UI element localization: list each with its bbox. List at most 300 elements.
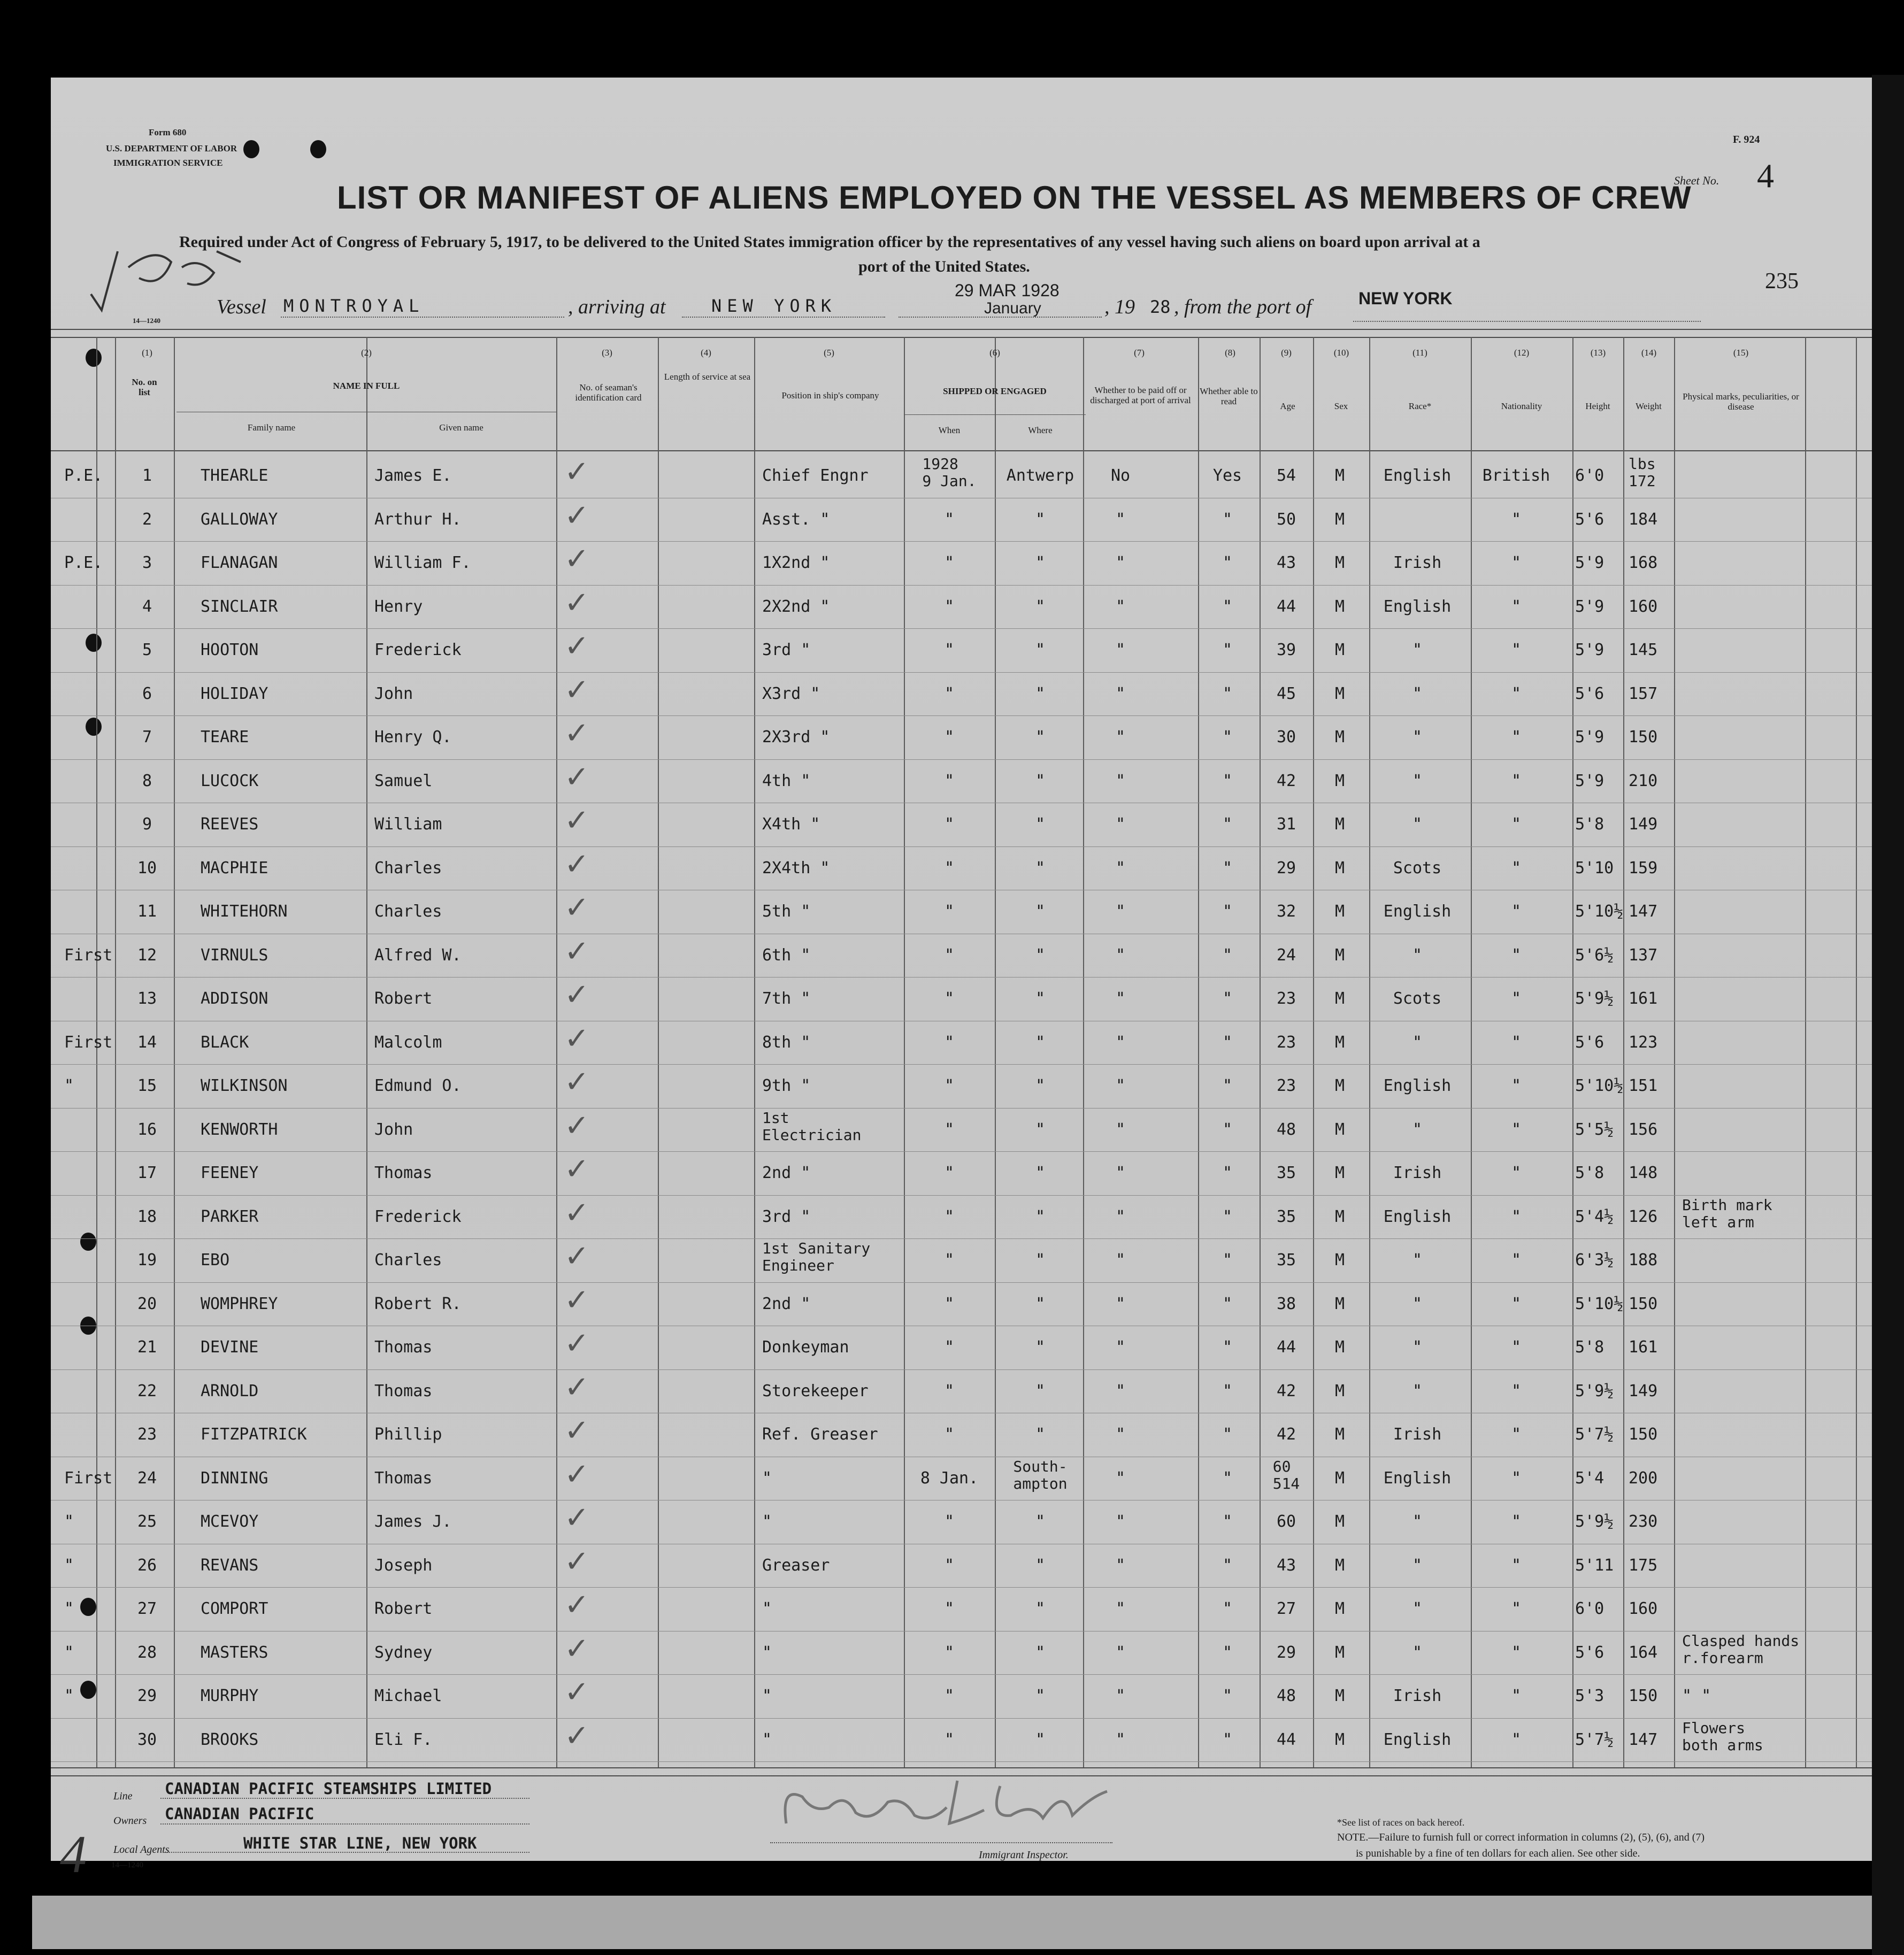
cell-race: ": [1412, 684, 1423, 703]
cell-age: 23: [1276, 1033, 1296, 1052]
cell-sex: M: [1334, 597, 1345, 616]
cell-age: 50: [1276, 510, 1296, 529]
cell-weight: 137: [1629, 945, 1658, 965]
cell-weight: 123: [1629, 1033, 1658, 1052]
column-rule: [754, 337, 755, 1767]
cell-height: 5'6: [1575, 1033, 1604, 1052]
cell-when: ": [944, 1512, 955, 1531]
col-race-header: Race*: [1408, 401, 1432, 411]
cell-paid: No: [1110, 466, 1131, 485]
col-age-header: Age: [1280, 401, 1295, 411]
cell-race: ": [1412, 1338, 1423, 1357]
inspector-signature: [765, 1765, 1128, 1845]
cell-height: 5'3: [1575, 1687, 1604, 1705]
cell-paid: ": [1115, 1120, 1126, 1139]
cell-read: ": [1222, 597, 1233, 616]
column-number: (12): [1514, 348, 1530, 358]
sheet-label: Sheet No.: [1674, 174, 1719, 187]
cell-read: ": [1222, 1643, 1233, 1662]
cell-weight: 150: [1629, 1294, 1658, 1313]
column-number: (6): [989, 348, 1000, 358]
cell-position: 3rd ": [762, 1207, 811, 1226]
cell-height: 5'9: [1575, 771, 1604, 790]
check-mark-icon: ✓: [564, 978, 589, 1012]
cell-weight: 230: [1629, 1512, 1658, 1531]
cell-when: ": [944, 771, 955, 790]
col-id-header: No. of seaman's identification card: [575, 382, 642, 403]
cell-sex: M: [1334, 553, 1345, 572]
cell-family: THEARLE: [201, 466, 268, 485]
cell-when: ": [944, 1251, 955, 1269]
cell-weight: 160: [1629, 597, 1658, 616]
cell-nationality: ": [1511, 1730, 1522, 1749]
cell-nationality: ": [1511, 1338, 1522, 1357]
cell-nationality: ": [1511, 1251, 1522, 1269]
check-mark-icon: ✓: [564, 1065, 589, 1099]
cell-given: James E.: [374, 466, 452, 485]
check-mark-icon: ✓: [564, 1413, 589, 1448]
cell-family: FLANAGAN: [201, 553, 278, 572]
cell-no: 9: [142, 815, 152, 834]
cell-paid: ": [1115, 771, 1126, 790]
cell-nationality: ": [1511, 1381, 1522, 1400]
cell-paid: ": [1115, 1599, 1126, 1618]
cell-age: 43: [1276, 553, 1296, 572]
cell-height: 5'8: [1575, 1338, 1604, 1357]
cell-where: ": [1035, 858, 1046, 878]
check-mark-icon: ✓: [564, 803, 589, 838]
cell-weight: 161: [1629, 989, 1658, 1008]
cell-family: DEVINE: [201, 1338, 259, 1357]
cell-weight: 161: [1629, 1338, 1658, 1357]
cell-position: ": [762, 1512, 772, 1531]
cell-read: ": [1222, 1425, 1233, 1444]
cell-where: ": [1035, 1338, 1046, 1357]
row-rule: [51, 1108, 1872, 1109]
cell-when: ": [944, 728, 955, 746]
cell-age: 60 514: [1272, 1457, 1300, 1492]
row-rule: [51, 1369, 1872, 1370]
cell-height: 5'11: [1575, 1556, 1614, 1575]
row-rule: [51, 1674, 1872, 1675]
cell-height: 6'3½: [1575, 1251, 1614, 1269]
cell-given: Sydney: [374, 1643, 433, 1662]
cell-nationality: ": [1511, 641, 1522, 659]
cell-paid: ": [1115, 1076, 1126, 1095]
punch-hole: [310, 140, 326, 158]
cell-marks: " ": [1682, 1687, 1711, 1705]
cell-when: ": [944, 641, 955, 659]
cell-weight: 150: [1629, 1687, 1658, 1705]
cell-when: ": [944, 815, 955, 834]
cell-read: ": [1222, 1338, 1233, 1357]
cell-paid: ": [1115, 1033, 1126, 1052]
cell-read: ": [1222, 1687, 1233, 1705]
cell-nationality: ": [1511, 1643, 1522, 1662]
cell-weight: 147: [1629, 902, 1658, 921]
cell-age: 48: [1276, 1120, 1296, 1139]
cell-read: ": [1222, 1251, 1233, 1269]
column-rule: [96, 337, 97, 1767]
cell-read: ": [1222, 989, 1233, 1008]
cell-paid: ": [1115, 1730, 1126, 1749]
cell-given: Robert: [374, 989, 433, 1008]
cell-no: 27: [137, 1599, 157, 1618]
cell-position: ": [762, 1730, 772, 1749]
cell-race: ": [1412, 1512, 1423, 1531]
cell-weight: 156: [1629, 1120, 1658, 1139]
cell-family: BLACK: [201, 1033, 249, 1052]
cell-family: DINNING: [201, 1468, 268, 1488]
cell-given: Thomas: [374, 1381, 433, 1400]
cell-read: ": [1222, 510, 1233, 529]
cell-where: ": [1035, 1294, 1046, 1313]
column-number: (14): [1641, 348, 1657, 358]
cell-position: 6th ": [762, 945, 811, 965]
cell-no: 8: [142, 771, 152, 790]
cell-read: Yes: [1212, 466, 1242, 485]
cell-nationality: ": [1511, 1207, 1522, 1226]
cell-sex: M: [1334, 510, 1345, 529]
cell-no: 29: [137, 1687, 157, 1705]
cell-family: MURPHY: [201, 1687, 259, 1705]
cell-family: TEARE: [201, 728, 249, 746]
column-rule: [174, 337, 175, 1767]
cell-where: ": [1035, 684, 1046, 703]
cell-sex: M: [1334, 1687, 1345, 1705]
cell-paid: ": [1115, 1164, 1126, 1182]
owners-label: Owners: [113, 1815, 147, 1827]
cell-paid: ": [1115, 1556, 1126, 1575]
punch-hole: [86, 718, 102, 736]
cell-weight: 126: [1629, 1207, 1658, 1226]
cell-nationality: ": [1511, 684, 1522, 703]
cell-race: Scots: [1393, 989, 1442, 1008]
cell-age: 31: [1276, 815, 1296, 834]
form-reference: F. 924: [1733, 134, 1760, 145]
cell-when: ": [944, 989, 955, 1008]
check-mark-icon: ✓: [564, 1239, 589, 1274]
cell-age: 29: [1276, 1643, 1296, 1662]
from-port: NEW YORK: [1358, 289, 1453, 308]
cell-given: John: [374, 1120, 413, 1139]
check-mark-icon: ✓: [564, 498, 589, 533]
cell-family: COMPORT: [201, 1599, 268, 1618]
owners-value: CANADIAN PACIFIC: [165, 1805, 314, 1823]
check-mark-icon: ✓: [564, 1282, 589, 1318]
cell-sex: M: [1334, 1120, 1345, 1139]
cell-no: 3: [142, 553, 152, 572]
cell-height: 5'9½: [1575, 1512, 1614, 1531]
cell-where: ": [1035, 1076, 1046, 1095]
cell-sex: M: [1334, 815, 1345, 834]
cell-mark: First: [64, 945, 113, 965]
check-mark-icon: ✓: [564, 934, 589, 969]
cell-sex: M: [1334, 1556, 1345, 1575]
penalty-note: NOTE.—Failure to furnish full or correct information in columns (2), (5), (6), and (7): [1337, 1831, 1705, 1843]
cell-paid: ": [1115, 1425, 1126, 1444]
cell-where: South- ampton: [1013, 1457, 1068, 1492]
cell-weight: 147: [1629, 1730, 1658, 1749]
row-rule: [51, 1238, 1872, 1239]
cell-sex: M: [1334, 902, 1345, 921]
cell-no: 26: [137, 1556, 157, 1575]
races-note: *See list of races on back hereof.: [1337, 1817, 1465, 1828]
cell-position: 1st Electrician: [762, 1109, 862, 1144]
cell-height: 5'9: [1575, 553, 1604, 572]
cell-height: 5'10: [1575, 858, 1614, 878]
cell-position: 2nd ": [762, 1294, 811, 1313]
cell-weight: 148: [1629, 1164, 1658, 1182]
column-number: (3): [602, 348, 612, 358]
cell-sex: M: [1334, 1643, 1345, 1662]
cell-paid: ": [1115, 1338, 1126, 1357]
cell-where: ": [1035, 771, 1046, 790]
cell-weight: 188: [1629, 1251, 1658, 1269]
cell-when: ": [944, 1033, 955, 1052]
cell-family: WILKINSON: [201, 1076, 288, 1095]
cell-no: 17: [137, 1164, 157, 1182]
manifest-sheet: [51, 78, 1872, 1861]
check-mark-icon: ✓: [564, 1369, 589, 1405]
cell-paid: ": [1115, 1643, 1126, 1662]
cell-sex: M: [1334, 945, 1345, 965]
cell-given: Robert R.: [374, 1294, 462, 1313]
cell-position: Ref. Greaser: [762, 1425, 878, 1444]
cell-nationality: ": [1511, 815, 1522, 834]
cell-when: 8 Jan.: [920, 1468, 979, 1488]
cell-no: 23: [137, 1425, 157, 1444]
table-top-rule: [51, 329, 1872, 330]
cell-family: HOOTON: [201, 641, 259, 659]
check-mark-icon: ✓: [564, 542, 589, 576]
cell-given: Eli F.: [374, 1730, 433, 1749]
cell-weight: 149: [1629, 1381, 1658, 1400]
cell-age: 38: [1276, 1294, 1296, 1313]
cell-height: 5'9½: [1575, 1381, 1614, 1400]
column-number: (2): [361, 348, 372, 358]
footer-form-code: 14—1240: [111, 1861, 143, 1869]
cell-position: 1X2nd ": [762, 553, 830, 572]
cell-position: 8th ": [762, 1033, 811, 1052]
cell-family: MCEVOY: [201, 1512, 259, 1531]
inspector-label: Immigrant Inspector.: [979, 1849, 1069, 1861]
cell-position: Chief Engnr: [762, 466, 869, 485]
cell-height: 5'7½: [1575, 1730, 1614, 1749]
cell-nationality: ": [1511, 1599, 1522, 1618]
cell-given: James J.: [374, 1512, 452, 1531]
form-code: 14—1240: [133, 317, 160, 325]
cell-paid: ": [1115, 1207, 1126, 1226]
cell-when: ": [944, 1556, 955, 1575]
page-number: 235: [1765, 269, 1799, 294]
sheet-number: 4: [1757, 157, 1774, 195]
cell-paid: ": [1115, 1687, 1126, 1705]
check-mark-icon: ✓: [564, 1152, 589, 1187]
cell-no: 5: [142, 641, 152, 659]
cell-no: 1: [142, 466, 152, 485]
cell-nationality: ": [1511, 989, 1522, 1008]
check-mark-icon: ✓: [564, 1588, 589, 1622]
cell-race: English: [1383, 1468, 1452, 1488]
cell-height: 5'9½: [1575, 989, 1614, 1008]
instruction-text: Required under Act of Congress of February 5, 1917, to be delivered to the United States immigration officer by the representatives of any vessel having such aliens on board upon arrival at a: [179, 233, 1480, 251]
punch-hole: [86, 634, 102, 652]
cell-no: 21: [137, 1338, 157, 1357]
cell-family: GALLOWAY: [201, 510, 278, 529]
cell-given: William F.: [374, 553, 471, 572]
cell-age: 35: [1276, 1164, 1296, 1182]
cell-read: ": [1222, 1120, 1233, 1139]
cell-where: ": [1035, 553, 1046, 572]
cell-marks: Birth mark left arm: [1682, 1196, 1772, 1231]
check-mark-icon: ✓: [564, 1457, 589, 1492]
cell-when: ": [944, 1076, 955, 1095]
cell-where: ": [1035, 510, 1046, 529]
punch-hole: [80, 1598, 96, 1616]
cell-age: 27: [1276, 1599, 1296, 1618]
cell-read: ": [1222, 1381, 1233, 1400]
cell-position: 2X3rd ": [762, 728, 830, 746]
cell-weight: 145: [1629, 641, 1658, 659]
row-rule: [51, 1151, 1872, 1152]
cell-family: REEVES: [201, 815, 259, 834]
cell-race: Scots: [1393, 858, 1442, 878]
cell-nationality: ": [1511, 1425, 1522, 1444]
cell-height: 5'10½: [1575, 902, 1624, 921]
cell-mark: ": [64, 1076, 74, 1095]
cell-when: ": [944, 902, 955, 921]
column-rule: [995, 337, 996, 1767]
cell-position: 3rd ": [762, 641, 811, 659]
cell-weight: 160: [1629, 1599, 1658, 1618]
cell-height: 5'6: [1575, 1643, 1604, 1662]
cell-sex: M: [1334, 466, 1345, 485]
column-rule: [1572, 337, 1573, 1767]
cell-age: 42: [1276, 1425, 1296, 1444]
cell-when: ": [944, 1599, 955, 1618]
row-rule: [51, 715, 1872, 716]
cell-given: Phillip: [374, 1425, 442, 1444]
cell-height: 6'0: [1575, 1599, 1604, 1618]
cell-when: ": [944, 1294, 955, 1313]
cell-nationality: ": [1511, 1294, 1522, 1313]
cell-no: 22: [137, 1381, 157, 1400]
cell-given: Henry Q.: [374, 728, 452, 746]
cell-sex: M: [1334, 989, 1345, 1008]
cell-family: MACPHIE: [201, 858, 268, 878]
cell-nationality: ": [1511, 597, 1522, 616]
column-number: (15): [1733, 348, 1749, 358]
cell-position: ": [762, 1599, 772, 1618]
cell-sex: M: [1334, 1294, 1345, 1313]
col-nationality-header: Nationality: [1501, 401, 1542, 411]
arrival-year: 28: [1150, 297, 1171, 317]
cell-mark: P.E.: [64, 466, 103, 485]
cell-nationality: ": [1511, 1120, 1522, 1139]
cell-paid: ": [1115, 597, 1126, 616]
cell-mark: ": [64, 1512, 74, 1531]
cell-nationality: ": [1511, 1033, 1522, 1052]
cell-no: 4: [142, 597, 152, 616]
cell-nationality: ": [1511, 945, 1522, 965]
cell-where: ": [1035, 1251, 1046, 1269]
cell-no: 28: [137, 1643, 157, 1662]
cell-family: FITZPATRICK: [201, 1425, 307, 1444]
cell-read: ": [1222, 1599, 1233, 1618]
cell-read: ": [1222, 945, 1233, 965]
check-mark-icon: ✓: [564, 455, 589, 489]
cell-nationality: ": [1511, 728, 1522, 746]
col-family-header: Family name: [247, 422, 296, 433]
check-mark-icon: ✓: [564, 1500, 589, 1535]
cell-given: Joseph: [374, 1556, 433, 1575]
cell-race: Irish: [1393, 1425, 1442, 1444]
row-rule: [51, 585, 1872, 586]
check-mark-icon: ✓: [564, 1544, 589, 1579]
cell-paid: ": [1115, 684, 1126, 703]
check-mark-icon: ✓: [564, 1631, 589, 1666]
cell-read: ": [1222, 815, 1233, 834]
cell-no: 14: [137, 1033, 157, 1052]
cell-position: 5th ": [762, 902, 811, 921]
cell-family: WHITEHORN: [201, 902, 288, 921]
cell-nationality: ": [1511, 1512, 1522, 1531]
row-rule: [51, 977, 1872, 978]
cell-position: 2X2nd ": [762, 597, 830, 616]
check-mark-icon: ✓: [564, 1675, 589, 1710]
cell-sex: M: [1334, 1381, 1345, 1400]
cell-no: 25: [137, 1512, 157, 1531]
cell-age: 54: [1276, 466, 1296, 485]
check-mark-icon: ✓: [564, 672, 589, 707]
cell-position: 2nd ": [762, 1164, 811, 1182]
footer-sheet-mark: 4: [60, 1825, 87, 1884]
cell-weight: 164: [1629, 1643, 1658, 1662]
cell-read: ": [1222, 684, 1233, 703]
cell-paid: ": [1115, 1294, 1126, 1313]
column-rule: [658, 337, 659, 1767]
cell-when: ": [944, 1643, 955, 1662]
col-no-header: No. on list: [132, 377, 157, 397]
row-rule: [51, 1761, 1872, 1762]
cell-weight: 175: [1629, 1556, 1658, 1575]
cell-age: 30: [1276, 728, 1296, 746]
cell-given: Charles: [374, 902, 442, 921]
cell-position: ": [762, 1468, 772, 1488]
cell-race: English: [1383, 1207, 1452, 1226]
column-rule: [1471, 337, 1472, 1767]
cell-sex: M: [1334, 1599, 1345, 1618]
cell-marks: Clasped hands r.forearm: [1682, 1631, 1800, 1667]
cell-height: 5'9: [1575, 728, 1604, 746]
cell-sex: M: [1334, 1730, 1345, 1749]
cell-family: EBO: [201, 1251, 230, 1269]
row-rule: [51, 759, 1872, 760]
cell-race: ": [1412, 1599, 1423, 1618]
col-physical-header: Physical marks, peculiarities, or disease: [1683, 391, 1799, 412]
cell-nationality: ": [1511, 1687, 1522, 1705]
cell-age: 45: [1276, 684, 1296, 703]
cell-nationality: ": [1511, 1468, 1522, 1488]
cell-race: English: [1383, 902, 1452, 921]
cell-when: ": [944, 1425, 955, 1444]
cell-age: 23: [1276, 1076, 1296, 1095]
cell-marks: Flowers both arms: [1682, 1719, 1763, 1754]
cell-position: Greaser: [762, 1556, 830, 1575]
row-rule: [51, 672, 1872, 673]
row-rule: [51, 628, 1872, 629]
